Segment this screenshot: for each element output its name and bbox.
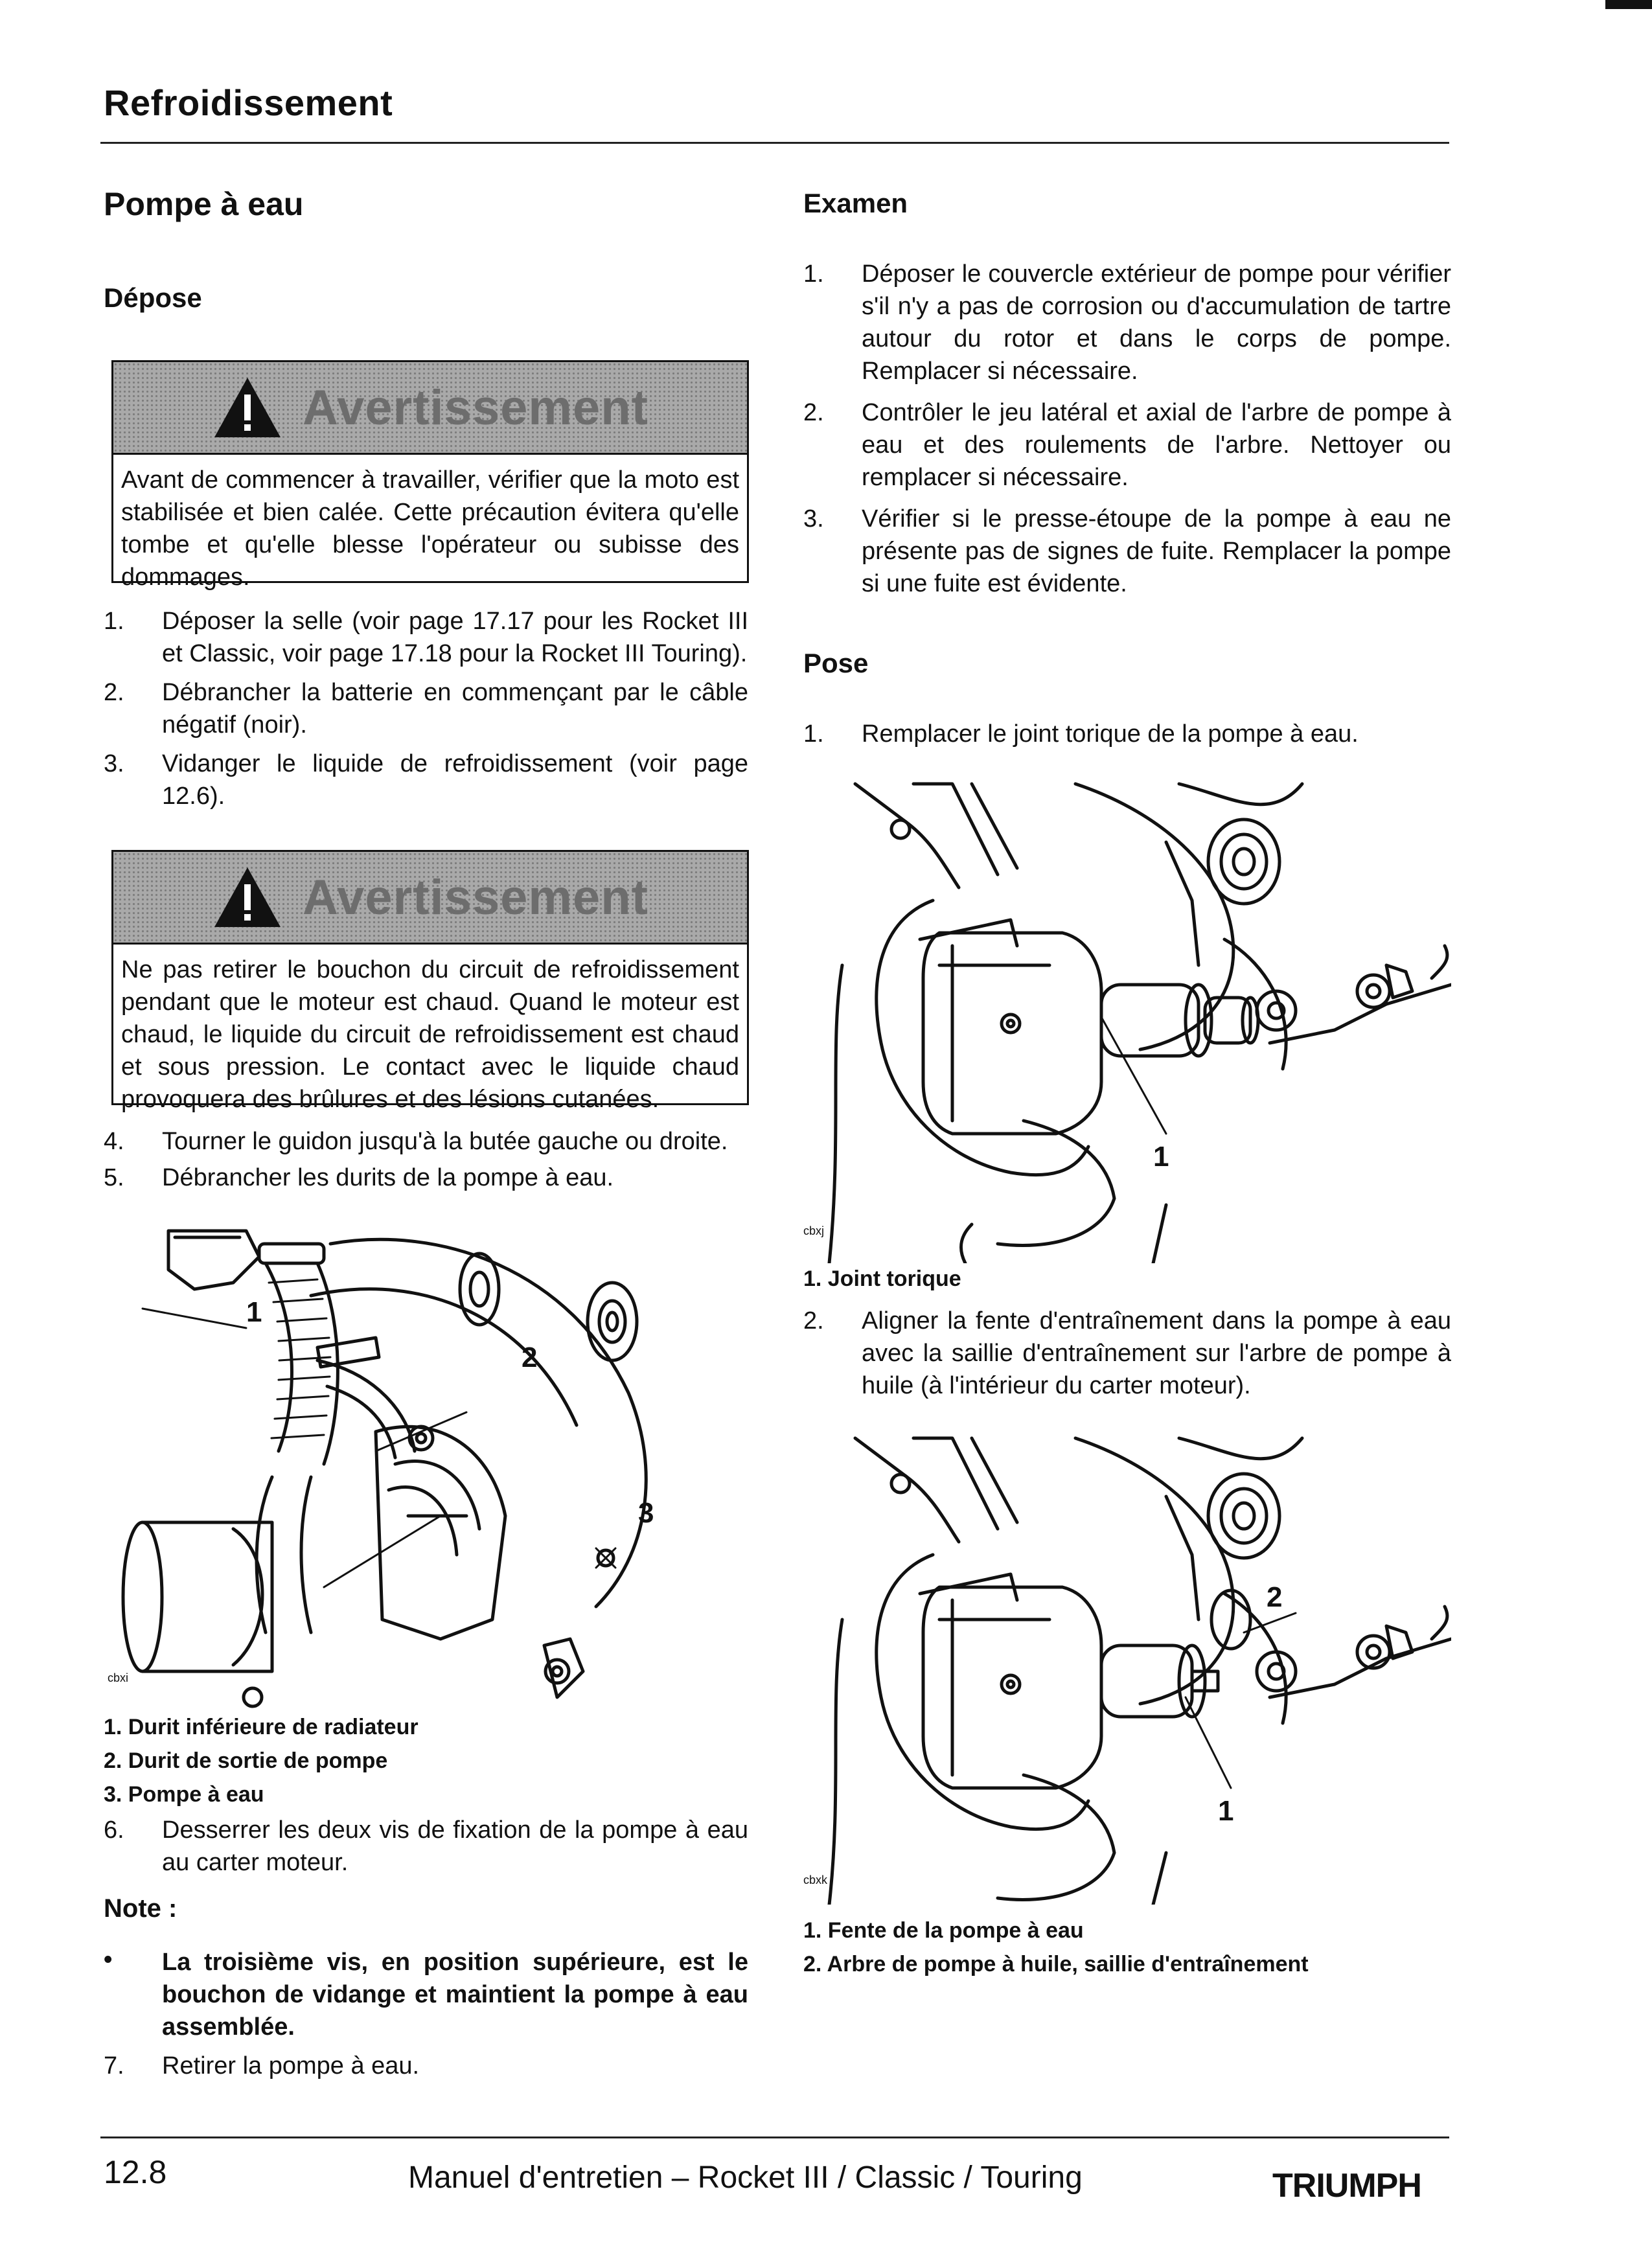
item-text: Retirer la pompe à eau. — [162, 2052, 420, 2079]
callout-2: 2 — [1267, 1581, 1283, 1613]
item-text: Desserrer les deux vis de fixation de la pompe à eau au carter moteur. — [162, 1816, 748, 1876]
item-number: 1. — [104, 608, 124, 635]
figure-caption: 1. Joint torique — [803, 1266, 961, 1291]
brand-logo: TRIUMPH — [1272, 2167, 1421, 2205]
drive-slot-alignment-diagram — [803, 1425, 1451, 1905]
warning-banner — [113, 362, 747, 455]
warning-box-2 — [111, 850, 749, 1113]
item-text: Déposer la selle (voir page 17.17 pour les Rocket III et Classic, voir page 17.18 pour la Rocket III Touring). — [162, 608, 748, 667]
warning-box-1 — [111, 360, 749, 591]
callout-3: 3 — [638, 1497, 654, 1529]
item-number: 2. — [803, 399, 824, 426]
item-number: 5. — [104, 1164, 124, 1191]
warning-title: Avertissement — [303, 380, 648, 435]
item-number: 3. — [803, 505, 824, 533]
corner-mark — [1605, 0, 1652, 9]
item-text: Tourner le guidon jusqu'à la butée gauche ou droite. — [162, 1128, 728, 1155]
figure-caption: 2. Arbre de pompe à huile, saillie d'entraînement — [803, 1952, 1309, 1976]
subtitle-depose: Dépose — [104, 282, 202, 313]
footer-rule — [100, 2136, 1449, 2138]
pose-title: Pose — [803, 648, 869, 678]
figure-caption: 1. Durit inférieure de radiateur — [104, 1715, 419, 1739]
warning-banner — [113, 852, 747, 945]
warning-title: Avertissement — [303, 869, 648, 925]
item-number: 1. — [803, 260, 824, 288]
list-item — [104, 1814, 748, 1879]
item-number: 2. — [104, 679, 124, 706]
item-number: 6. — [104, 1816, 124, 1844]
water-pump-hoses-diagram — [104, 1218, 751, 1710]
item-number: 4. — [104, 1128, 124, 1155]
examen-title: Examen — [803, 188, 908, 218]
figure-caption: 2. Durit de sortie de pompe — [104, 1748, 388, 1773]
item-number: 7. — [104, 2052, 124, 2079]
item-text: Remplacer le joint torique de la pompe à eau. — [862, 720, 1359, 748]
o-ring-diagram — [803, 771, 1451, 1263]
figure-code: cbxj — [803, 1224, 825, 1237]
item-text: Vérifier si le presse-étoupe de la pompe à eau ne présente pas de signes de fuite. Remplacer la pompe si une fuite est évidente. — [862, 505, 1451, 597]
warning-triangle-icon — [212, 865, 283, 930]
item-number: 2. — [803, 1307, 824, 1334]
figure-caption: 1. Fente de la pompe à eau — [803, 1918, 1084, 1943]
list-item — [803, 258, 1451, 387]
item-text: Vidanger le liquide de refroidissement (voir page 12.6). — [162, 750, 748, 810]
list-item — [803, 396, 1451, 494]
item-text: Contrôler le jeu latéral et axial de l'arbre de pompe à eau et des roulements de l'arbre. Nettoyer ou remplacer si nécessaire. — [862, 399, 1451, 491]
item-text: Déposer le couvercle extérieur de pompe pour vérifier s'il n'y a pas de corrosion ou d'accumulation de tartre autour du rotor et dans le corps de pompe. Remplacer si nécessaire. — [862, 260, 1451, 385]
item-text: Débrancher la batterie en commençant par le câble négatif (noir). — [162, 679, 748, 739]
note-bullet: • — [104, 1946, 113, 1973]
callout-1: 1 — [1153, 1141, 1169, 1173]
page-number: 12.8 — [104, 2154, 167, 2190]
item-text: Aligner la fente d'entraînement dans la pompe à eau avec la saillie d'entraînement sur l'arbre de pompe à huile (à l'intérieur du carter moteur). — [862, 1307, 1451, 1399]
figure-code: cbxk — [803, 1873, 828, 1886]
list-item — [803, 718, 1451, 750]
list-item — [104, 748, 748, 812]
note-text: La troisième vis, en position supérieure, est le bouchon de vidange et maintient la pompe à eau assemblée. — [162, 1949, 748, 2041]
note-label: Note : — [104, 1894, 178, 1923]
page-title: Pompe à eau — [104, 186, 304, 222]
list-item — [104, 605, 748, 670]
list-item — [104, 2050, 748, 2082]
section-title: Refroidissement — [104, 82, 393, 123]
callout-1: 1 — [246, 1296, 262, 1328]
figure-caption: 3. Pompe à eau — [104, 1782, 264, 1807]
list-item — [803, 1305, 1451, 1402]
list-item — [104, 1125, 748, 1158]
list-item — [104, 1162, 748, 1194]
callout-2: 2 — [522, 1342, 538, 1373]
manual-title: Manuel d'entretien – Rocket III / Classic / Touring — [408, 2160, 1083, 2195]
item-number: 1. — [803, 720, 824, 748]
list-item — [803, 503, 1451, 600]
warning-triangle-icon — [212, 375, 283, 440]
figure-code: cbxi — [108, 1671, 129, 1684]
header-rule — [100, 142, 1449, 144]
warning-text: Avant de commencer à travailler, vérifier que la moto est stabilisée et bien calée. Cette précaution évitera qu'elle tombe et qu'elle blesse l'opérateur ou subisse des dommages. — [121, 466, 739, 591]
list-item — [104, 676, 748, 741]
warning-text: Ne pas retirer le bouchon du circuit de refroidissement pendant que le moteur est chaud. Quand le moteur est chaud, le liquide du circuit de refroidissement est chaud et sous pression. Le contact avec le liquide chaud provoquera des brûlures et des lésions cutanées. — [121, 956, 739, 1113]
item-number: 3. — [104, 750, 124, 777]
item-text: Débrancher les durits de la pompe à eau. — [162, 1164, 614, 1191]
callout-1: 1 — [1218, 1795, 1234, 1827]
